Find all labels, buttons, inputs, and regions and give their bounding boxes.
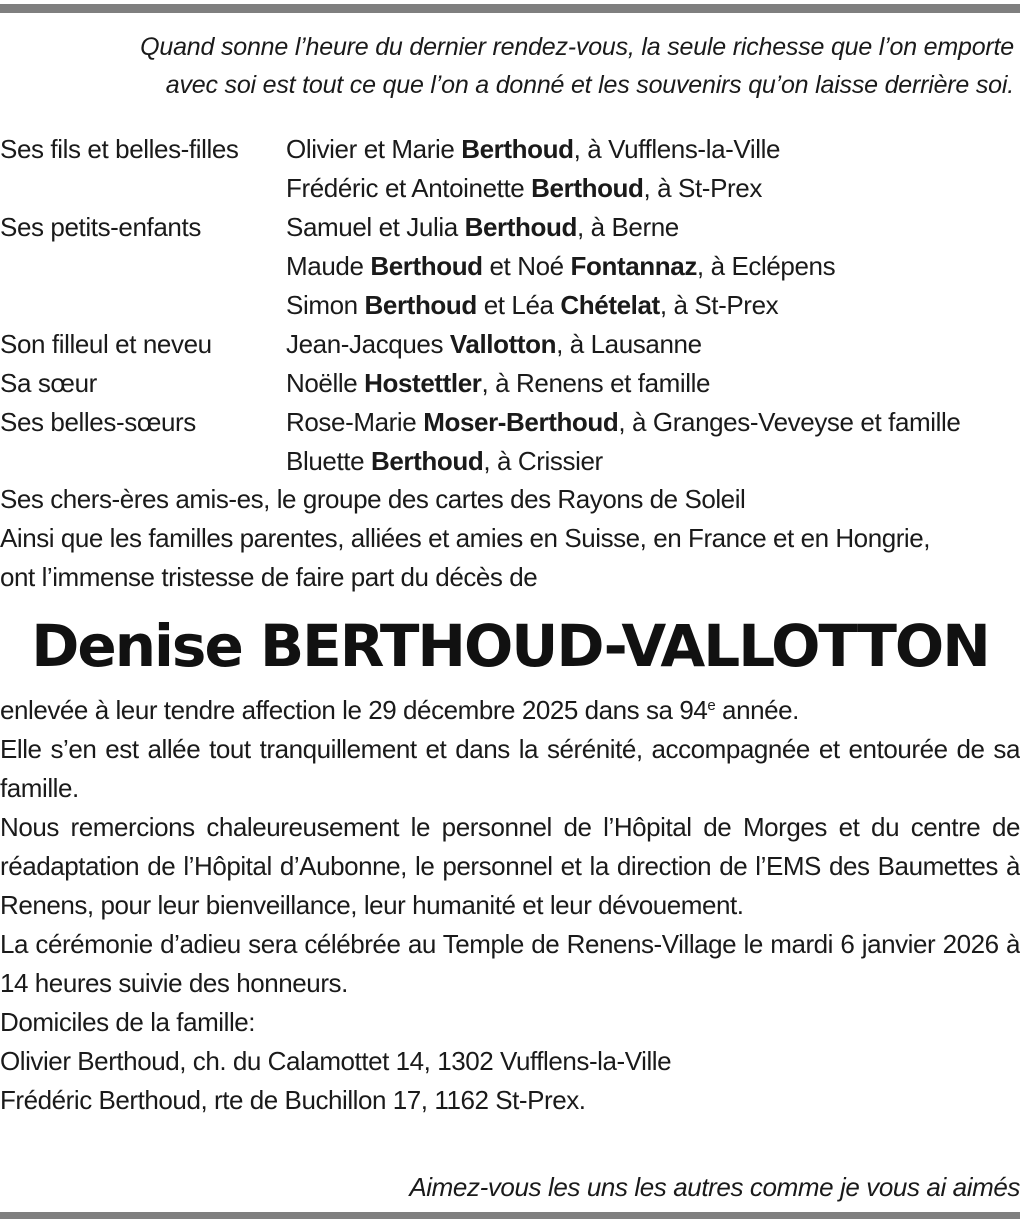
relation-entries [286, 364, 1020, 403]
ordinal-suffix: e [707, 697, 716, 714]
member-first-names: Maude [286, 251, 371, 281]
closing-quote: Aimez-vous les uns les autres comme je vous ai aimés [409, 1172, 1020, 1202]
family-member-entry [286, 325, 1020, 364]
relation-label: Ses petits-enfants [0, 212, 201, 242]
relation-label: Sa sœur [0, 368, 97, 398]
announcement-intro [0, 480, 1020, 597]
deceased-name: Denise BERTHOUD-VALLOTTON [31, 612, 989, 680]
member-first-names: Samuel et Julia [286, 212, 465, 242]
family-member-entry [286, 286, 1020, 325]
intro-line: Ainsi que les familles parentes, alliées et amies en Suisse, en France et en Hongrie, [0, 523, 931, 553]
farewell-paragraph: Elle s’en est allée tout tranquillement et dans la sérénité, accompagnée et entourée de sa famille. [0, 734, 1020, 803]
family-group [0, 325, 1020, 364]
member-surname: Hostettler [364, 368, 482, 398]
member-location: , à Crissier [483, 446, 603, 476]
member-location: , à Granges-Veveyse et famille [618, 407, 961, 437]
member-location: , à Berne [576, 212, 679, 242]
member-location: , à Lausanne [556, 329, 702, 359]
top-rule [0, 4, 1020, 13]
member-surname: Berthoud [364, 290, 477, 320]
relation-entries [286, 325, 1020, 364]
relation-entries [286, 130, 1020, 208]
family-list [0, 130, 1020, 481]
address-line: Olivier Berthoud, ch. du Calamottet 14, 1302 Vufflens-la-Ville [0, 1046, 672, 1076]
opening-quote [4, 28, 1014, 104]
intro-line: Ses chers-ères amis-es, le groupe des cartes des Rayons de Soleil [0, 484, 746, 514]
family-member-entry [286, 130, 1020, 169]
member-surname: Berthoud [464, 212, 577, 242]
member-surname: Berthoud [531, 173, 644, 203]
address-line: Frédéric Berthoud, rte de Buchillon 17, 1162 St-Prex. [0, 1085, 586, 1115]
member-location: , à St-Prex [659, 290, 779, 320]
member-first-names: Jean-Jacques [286, 329, 450, 359]
member-connector: et Léa [476, 290, 561, 320]
member-location: , à Eclépens [696, 251, 836, 281]
member-first-names: Bluette [286, 446, 371, 476]
member-first-names: Simon [286, 290, 365, 320]
member-first-names: Rose-Marie [286, 407, 424, 437]
relation-entries [286, 208, 1020, 325]
ceremony-paragraph: La cérémonie d’adieu sera célébrée au Temple de Renens-Village le mardi 6 janvier 2026 à 14 heures suivie des honneurs. [0, 929, 1020, 998]
relation-label: Ses belles-sœurs [0, 407, 196, 437]
quote-line: Quand sonne l’heure du dernier rendez-vous, la seule richesse que l’on emporte [140, 33, 1014, 61]
thanks-paragraph: Nous remercions chaleureusement le personnel de l’Hôpital de Morges et du centre de réadaptation de l’Hôpital d’Aubonne, le personnel et la direction de l’EMS des Baumettes à Renens, pour leur bienveillance, leur humanité et leur dévouement. [0, 812, 1020, 920]
bottom-rule [0, 1212, 1020, 1219]
member-first-names: Frédéric et Antoinette [286, 173, 532, 203]
member-surname: Chételat [560, 290, 660, 320]
announcement-body [0, 691, 1020, 1120]
member-surname: Berthoud [370, 251, 483, 281]
family-group [0, 208, 1020, 325]
family-member-entry [286, 208, 1020, 247]
relation-label: Ses fils et belles-filles [0, 134, 239, 164]
quote-line: avec soi est tout ce que l’on a donné et les souvenirs qu’on laisse derrière soi. [165, 71, 1014, 99]
member-location: , à Vufflens-la-Ville [573, 134, 781, 164]
member-surname: Berthoud [461, 134, 574, 164]
death-notice-text: enlevée à leur tendre affection le 29 décembre 2025 dans sa 94 [0, 695, 708, 725]
relation-entries [286, 403, 1020, 481]
member-first-names: Noëlle [286, 368, 365, 398]
member-surname: Moser-Berthoud [423, 407, 619, 437]
relation-label: Son filleul et neveu [0, 329, 212, 359]
intro-line: ont l’immense tristesse de faire part du décès de [0, 562, 538, 592]
family-group [0, 130, 1020, 208]
member-surname: Fontannaz [570, 251, 697, 281]
member-surname: Vallotton [449, 329, 557, 359]
family-group [0, 403, 1020, 481]
member-surname: Berthoud [370, 446, 484, 476]
death-notice [0, 691, 1020, 730]
family-member-entry [286, 442, 1020, 481]
family-member-entry [286, 169, 1020, 208]
death-notice-end: année. [715, 695, 799, 725]
member-connector: et Noé [482, 251, 571, 281]
family-member-entry [286, 364, 1020, 403]
member-location: , à St-Prex [643, 173, 762, 203]
domiciles-label: Domiciles de la famille: [0, 1007, 256, 1037]
member-location: , à Renens et famille [481, 368, 711, 398]
member-first-names: Olivier et Marie [286, 134, 462, 164]
family-member-entry [286, 403, 1020, 442]
family-member-entry [286, 247, 1020, 286]
family-group [0, 364, 1020, 403]
